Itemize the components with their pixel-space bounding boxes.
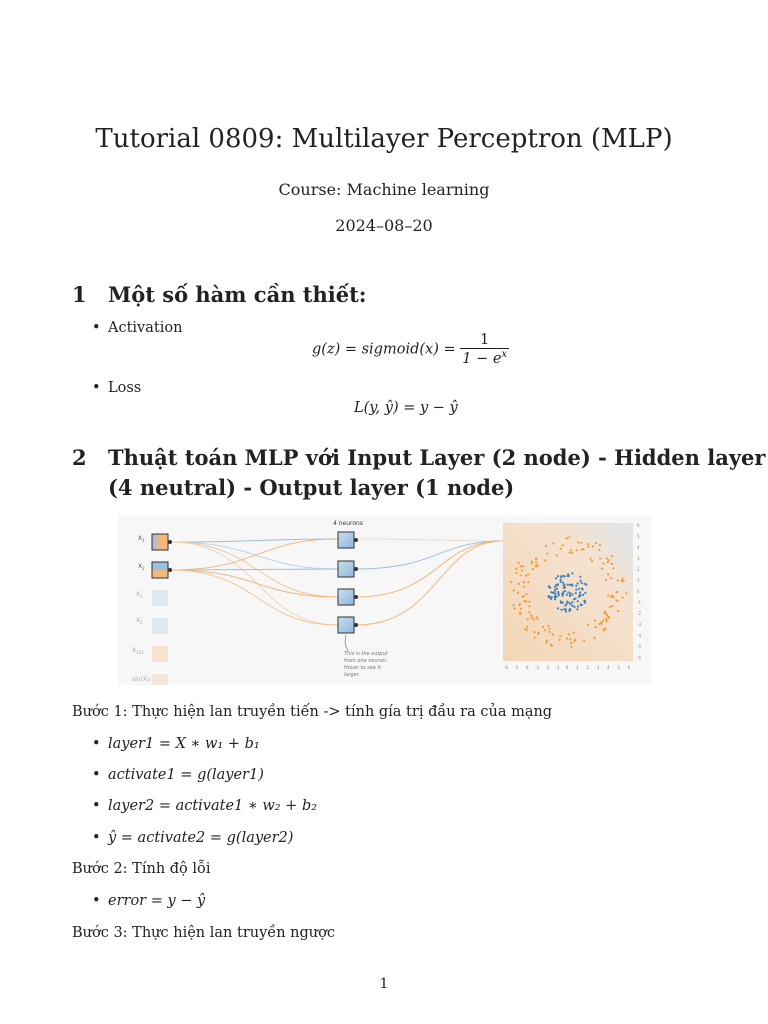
y-tick-label: -4 (637, 633, 641, 638)
scatter-point-blue (580, 580, 582, 582)
scatter-point-orange (611, 605, 613, 607)
y-tick-label: 3 (637, 556, 640, 561)
hidden-node-2 (338, 561, 354, 577)
scatter-point-orange (533, 618, 535, 620)
step1-item (92, 767, 264, 783)
loss-label: Loss (108, 380, 142, 396)
scatter-point-blue (562, 593, 564, 595)
scatter-point-orange (521, 569, 523, 571)
scatter-point-orange (527, 618, 529, 620)
scatter-point-orange (521, 596, 523, 598)
scatter-point-orange (611, 563, 613, 565)
scatter-point-orange (606, 619, 608, 621)
scatter-point-orange (576, 549, 578, 551)
scatter-point-orange (535, 565, 537, 567)
scatter-point-blue (571, 584, 573, 586)
svg-text:Hover to see it: Hover to see it (344, 665, 381, 671)
bullet-dot-icon: • (92, 767, 101, 783)
scatter-point-orange (528, 601, 530, 603)
scatter-point-blue (577, 605, 579, 607)
scatter-point-blue (569, 594, 571, 596)
scatter-point-blue (575, 585, 577, 587)
x-tick-label: -5 (514, 665, 519, 670)
scatter-point-orange (546, 640, 548, 642)
scatter-point-orange (530, 615, 532, 617)
scatter-point-orange (571, 552, 573, 554)
scatter-point-orange (587, 546, 589, 548)
scatter-point-blue (577, 582, 579, 584)
scatter-point-orange (608, 559, 610, 561)
step1-formula-4: ŷ = activate2 = g(layer2) (108, 830, 294, 846)
hidden-layer (338, 532, 358, 633)
scatter-point-blue (556, 596, 558, 598)
connection-lines (170, 539, 503, 625)
step-1-label: Bước 1: Thực hiện lan truyền tiến -> tính gía trị đầu ra của mạng (72, 704, 553, 720)
scatter-point-orange (611, 555, 613, 557)
scatter-point-blue (562, 602, 564, 604)
scatter-point-orange (606, 557, 608, 559)
scatter-point-orange (587, 543, 589, 545)
bullet-dot-icon: • (92, 830, 101, 846)
step2-formula-1: error = y − ŷ (108, 893, 206, 909)
scatter-point-blue (550, 591, 552, 593)
scatter-point-orange (534, 637, 536, 639)
scatter-point-blue (578, 588, 580, 590)
scatter-point-orange (519, 613, 521, 615)
scatter-point-orange (617, 610, 619, 612)
scatter-point-orange (583, 640, 585, 642)
input-label-x1: $X_1$ (138, 535, 145, 543)
x-axis-ticks (504, 665, 631, 670)
step-3-label: Bước 3: Thực hiện lan truyền ngược (72, 925, 335, 941)
scatter-point-blue (560, 602, 562, 604)
scatter-point-orange (528, 611, 530, 613)
scatter-point-blue (582, 594, 584, 596)
scatter-point-blue (565, 608, 567, 610)
scatter-point-orange (512, 604, 514, 606)
x-tick-label: 0 (565, 665, 569, 670)
scatter-point-orange (569, 638, 571, 640)
x-tick-label: 6 (627, 665, 631, 670)
document-title: Tutorial 0809: Multilayer Perceptron (MLP) (95, 124, 673, 154)
scatter-point-blue (571, 572, 573, 574)
scatter-point-orange (568, 633, 570, 635)
step1-item (92, 798, 317, 814)
scatter-point-blue (560, 581, 562, 583)
bullet-loss (92, 380, 141, 396)
scatter-point-orange (519, 574, 521, 576)
y-tick-label: -3 (637, 622, 641, 627)
y-tick-label: 6 (637, 523, 640, 528)
scatter-point-orange (544, 629, 546, 631)
scatter-point-blue (565, 610, 567, 612)
scatter-point-orange (610, 577, 612, 579)
input-node-x1x2 (152, 646, 168, 662)
y-tick-label: -2 (637, 611, 641, 616)
scatter-point-blue (566, 594, 568, 596)
scatter-point-blue (571, 594, 573, 596)
scatter-point-blue (575, 592, 577, 594)
denominator-exponent: x (501, 349, 508, 360)
step1-item (92, 736, 260, 752)
scatter-point-orange (548, 628, 550, 630)
scatter-point-blue (554, 591, 556, 593)
scatter-point-blue (560, 609, 562, 611)
scatter-point-blue (548, 585, 550, 587)
scatter-point-orange (568, 536, 570, 538)
scatter-point-orange (556, 554, 558, 556)
scatter-point-blue (569, 608, 571, 610)
scatter-point-blue (581, 582, 583, 584)
input-node-x2-squared (152, 618, 168, 634)
scatter-point-blue (571, 605, 573, 607)
scatter-point-orange (535, 557, 537, 559)
mlp-diagram (118, 515, 651, 685)
scatter-point-orange (604, 611, 606, 613)
scatter-point-orange (621, 580, 623, 582)
bullet-dot-icon: • (92, 798, 101, 814)
mlp-figure (118, 515, 651, 685)
input-labels (132, 535, 152, 683)
scatter-point-blue (579, 591, 581, 593)
scatter-point-orange (574, 639, 576, 641)
scatter-point-blue (555, 577, 557, 579)
scatter-point-orange (549, 631, 551, 633)
scatter-point-orange (587, 624, 589, 626)
scatter-point-orange (537, 633, 539, 635)
input-label-x1x2: $X_{1X2}$ (132, 647, 144, 655)
scatter-point-orange (562, 544, 564, 546)
scatter-point-blue (557, 584, 559, 586)
scatter-point-orange (525, 600, 527, 602)
scatter-point-orange (526, 629, 528, 631)
scatter-point-orange (522, 565, 524, 567)
scatter-point-orange (569, 552, 571, 554)
scatter-point-orange (598, 549, 600, 551)
scatter-point-blue (562, 582, 564, 584)
bullet-dot-icon: • (92, 736, 101, 752)
scatter-point-blue (581, 587, 583, 589)
scatter-point-orange (527, 581, 529, 583)
page-number: 1 (379, 976, 389, 992)
hidden-node-4 (338, 617, 354, 633)
scatter-point-orange (589, 558, 591, 560)
scatter-point-orange (570, 646, 572, 648)
scatter-point-orange (542, 626, 544, 628)
scatter-point-orange (577, 541, 579, 543)
scatter-point-orange (520, 608, 522, 610)
y-tick-label: -1 (637, 600, 641, 605)
scatter-point-orange (601, 568, 603, 570)
scatter-point-orange (518, 583, 520, 585)
scatter-point-orange (592, 545, 594, 547)
scatter-point-blue (577, 600, 579, 602)
bullet-activation (92, 320, 182, 336)
scatter-point-blue (579, 594, 581, 596)
x-tick-label: 2 (586, 665, 589, 670)
section-number: 2 (72, 445, 87, 470)
scatter-point-orange (523, 586, 525, 588)
scatter-point-orange (593, 637, 595, 639)
scatter-point-orange (570, 642, 572, 644)
scatter-point-orange (546, 552, 548, 554)
scatter-point-orange (625, 592, 627, 594)
scatter-point-blue (566, 601, 568, 603)
scatter-point-orange (580, 549, 582, 551)
scatter-point-orange (552, 634, 554, 636)
scatter-point-orange (582, 548, 584, 550)
input-label-x1-squared: $X_1$ (136, 591, 143, 599)
scatter-point-orange (517, 592, 519, 594)
section-number: 1 (72, 282, 87, 307)
scatter-point-orange (525, 575, 527, 577)
y-tick-label: 5 (637, 534, 640, 539)
scatter-point-orange (605, 579, 607, 581)
input-label-sin: sin(X1) (132, 676, 152, 683)
activation-formula (312, 332, 509, 367)
svg-text:from one neuron.: from one neuron. (344, 658, 388, 664)
y-tick-label: -5 (637, 644, 641, 649)
input-node-sin (152, 674, 168, 685)
scatter-point-orange (570, 549, 572, 551)
scatter-point-orange (599, 544, 601, 546)
scatter-point-orange (547, 625, 549, 627)
scatter-point-orange (519, 603, 521, 605)
scatter-point-orange (527, 573, 529, 575)
scatter-point-orange (560, 548, 562, 550)
scatter-point-orange (594, 619, 596, 621)
scatter-point-blue (567, 573, 569, 575)
hidden-node-1 (338, 532, 354, 548)
course-line: Course: Machine learning (278, 180, 490, 199)
step2-item (92, 893, 205, 909)
scatter-point-blue (567, 591, 569, 593)
section-title: Một số hàm cần thiết: (108, 282, 367, 307)
fraction-numerator: 1 (460, 332, 509, 349)
scatter-point-orange (603, 628, 605, 630)
x-tick-label: -2 (545, 665, 550, 670)
scatter-point-blue (551, 596, 553, 598)
scatter-point-blue (557, 575, 559, 577)
scatter-point-orange (531, 561, 533, 563)
section-1-heading (72, 280, 367, 310)
y-tick-label: 2 (637, 567, 640, 572)
denominator-base: 1 − e (462, 350, 502, 367)
bullet-dot-icon: • (92, 380, 101, 396)
step1-formula-1: layer1 = X ∗ w₁ + b₁ (108, 736, 260, 752)
scatter-point-orange (528, 605, 530, 607)
input-node-x1-squared (152, 590, 168, 606)
scatter-point-orange (595, 542, 597, 544)
y-tick-label: 4 (637, 545, 640, 550)
x-tick-label: -4 (524, 665, 529, 670)
scatter-point-orange (518, 562, 520, 564)
y-tick-label: 0 (637, 589, 640, 594)
svg-text:This is the output: This is the output (344, 651, 388, 657)
scatter-point-blue (584, 583, 586, 585)
scatter-point-orange (551, 645, 553, 647)
scatter-point-blue (563, 584, 565, 586)
scatter-point-orange (520, 565, 522, 567)
input-node-x2 (152, 562, 168, 578)
scatter-point-orange (523, 581, 525, 583)
scatter-point-orange (598, 623, 600, 625)
scatter-point-orange (607, 561, 609, 563)
hidden-node-3 (338, 589, 354, 605)
scatter-point-orange (580, 542, 582, 544)
scatter-point-orange (622, 578, 624, 580)
scatter-point-orange (559, 639, 561, 641)
node-connector-dot (168, 540, 172, 544)
scatter-point-orange (513, 589, 515, 591)
scatter-point-blue (575, 589, 577, 591)
scatter-point-orange (531, 617, 533, 619)
step1-item (92, 830, 293, 846)
scatter-point-orange (552, 542, 554, 544)
scatter-point-blue (569, 584, 571, 586)
scatter-point-blue (564, 605, 566, 607)
x-tick-label: -1 (555, 665, 560, 670)
scatter-point-orange (515, 572, 517, 574)
neuron-tooltip (344, 651, 389, 678)
scatter-point-orange (513, 608, 515, 610)
bullet-dot-icon: • (92, 893, 101, 909)
section-title-line1: Thuật toán MLP với Input Layer (2 node) - Hidden layer (108, 445, 766, 470)
step-2-label: Bước 2: Tính độ lỗi (72, 861, 211, 877)
neurons-label: 4 neurons (333, 520, 363, 527)
scatter-point-blue (584, 600, 586, 602)
scatter-point-orange (607, 573, 609, 575)
scatter-point-blue (566, 603, 568, 605)
scatter-point-orange (615, 591, 617, 593)
x-tick-label: 5 (617, 665, 620, 670)
scatter-point-orange (617, 600, 619, 602)
scatter-point-orange (536, 616, 538, 618)
scatter-point-orange (612, 567, 614, 569)
section-title-line2: (4 neutral) - Output layer (1 node) (108, 475, 515, 500)
scatter-point-orange (566, 537, 568, 539)
scatter-point-blue (568, 602, 570, 604)
scatter-point-orange (515, 568, 517, 570)
x-tick-label: 1 (576, 665, 579, 670)
scatter-point-blue (584, 592, 586, 594)
svg-text:larger.: larger. (344, 672, 360, 678)
scatter-point-orange (525, 593, 527, 595)
step1-formula-3: layer2 = activate1 ∗ w₂ + b₂ (108, 798, 318, 814)
scatter-point-blue (581, 604, 583, 606)
scatter-point-blue (571, 601, 573, 603)
scatter-point-orange (591, 560, 593, 562)
scatter-point-orange (599, 557, 601, 559)
scatter-point-blue (564, 575, 566, 577)
scatter-point-blue (557, 607, 559, 609)
scatter-point-orange (526, 626, 528, 628)
tooltip-pointer (345, 635, 348, 651)
scatter-point-blue (579, 576, 581, 578)
scatter-point-orange (600, 621, 602, 623)
activation-formula-lhs: g(z) = sigmoid(x) = (312, 341, 456, 358)
scatter-point-orange (566, 637, 568, 639)
scatter-point-orange (537, 618, 539, 620)
scatter-point-orange (510, 581, 512, 583)
scatter-point-blue (573, 598, 575, 600)
scatter-point-orange (623, 580, 625, 582)
scatter-point-orange (609, 606, 611, 608)
section-2-heading (72, 443, 765, 503)
fraction-denominator (460, 349, 509, 367)
scatter-point-orange (608, 617, 610, 619)
scatter-point-orange (573, 632, 575, 634)
y-tick-label: -6 (637, 655, 641, 660)
scatter-point-blue (554, 586, 556, 588)
scatter-point-blue (573, 606, 575, 608)
step1-formula-2: activate1 = g(layer1) (108, 767, 264, 783)
x-tick-label: 4 (607, 665, 610, 670)
scatter-point-orange (545, 545, 547, 547)
scatter-point-orange (523, 600, 525, 602)
scatter-point-blue (557, 593, 559, 595)
scatter-point-orange (533, 631, 535, 633)
scatter-point-blue (554, 589, 556, 591)
scatter-point-blue (554, 593, 556, 595)
scatter-point-orange (607, 594, 609, 596)
scatter-point-orange (532, 568, 534, 570)
y-tick-label: 1 (637, 578, 640, 583)
y-axis-ticks (637, 523, 641, 660)
loss-formula: L(y, ŷ) = y − ŷ (354, 400, 458, 416)
scatter-point-orange (610, 596, 612, 598)
scatter-point-blue (563, 587, 565, 589)
scatter-point-blue (584, 602, 586, 604)
activation-fraction (460, 332, 509, 367)
scatter-point-orange (602, 620, 604, 622)
scatter-point-blue (576, 608, 578, 610)
scatter-point-blue (554, 598, 556, 600)
scatter-point-orange (595, 626, 597, 628)
scatter-point-blue (567, 584, 569, 586)
x-tick-label: -6 (504, 665, 508, 670)
input-label-x2-squared: $X_2$ (136, 617, 143, 625)
input-node-x1 (152, 534, 168, 550)
scatter-point-orange (602, 562, 604, 564)
scatter-point-orange (544, 559, 546, 561)
scatter-point-orange (617, 579, 619, 581)
activation-label: Activation (108, 320, 183, 336)
bullet-dot-icon: • (92, 320, 101, 336)
scatter-point-orange (545, 642, 547, 644)
scatter-point-orange (621, 596, 623, 598)
x-tick-label: 3 (596, 665, 600, 670)
scatter-point-blue (569, 592, 571, 594)
x-tick-label: -3 (534, 665, 539, 670)
scatter-point-blue (547, 595, 549, 597)
scatter-point-orange (535, 561, 537, 563)
input-label-x2: $X_2$ (138, 563, 145, 571)
node-connector-dot (168, 568, 172, 572)
date-line: 2024–08–20 (335, 216, 433, 235)
scatter-point-blue (560, 575, 562, 577)
scatter-point-orange (559, 635, 561, 637)
